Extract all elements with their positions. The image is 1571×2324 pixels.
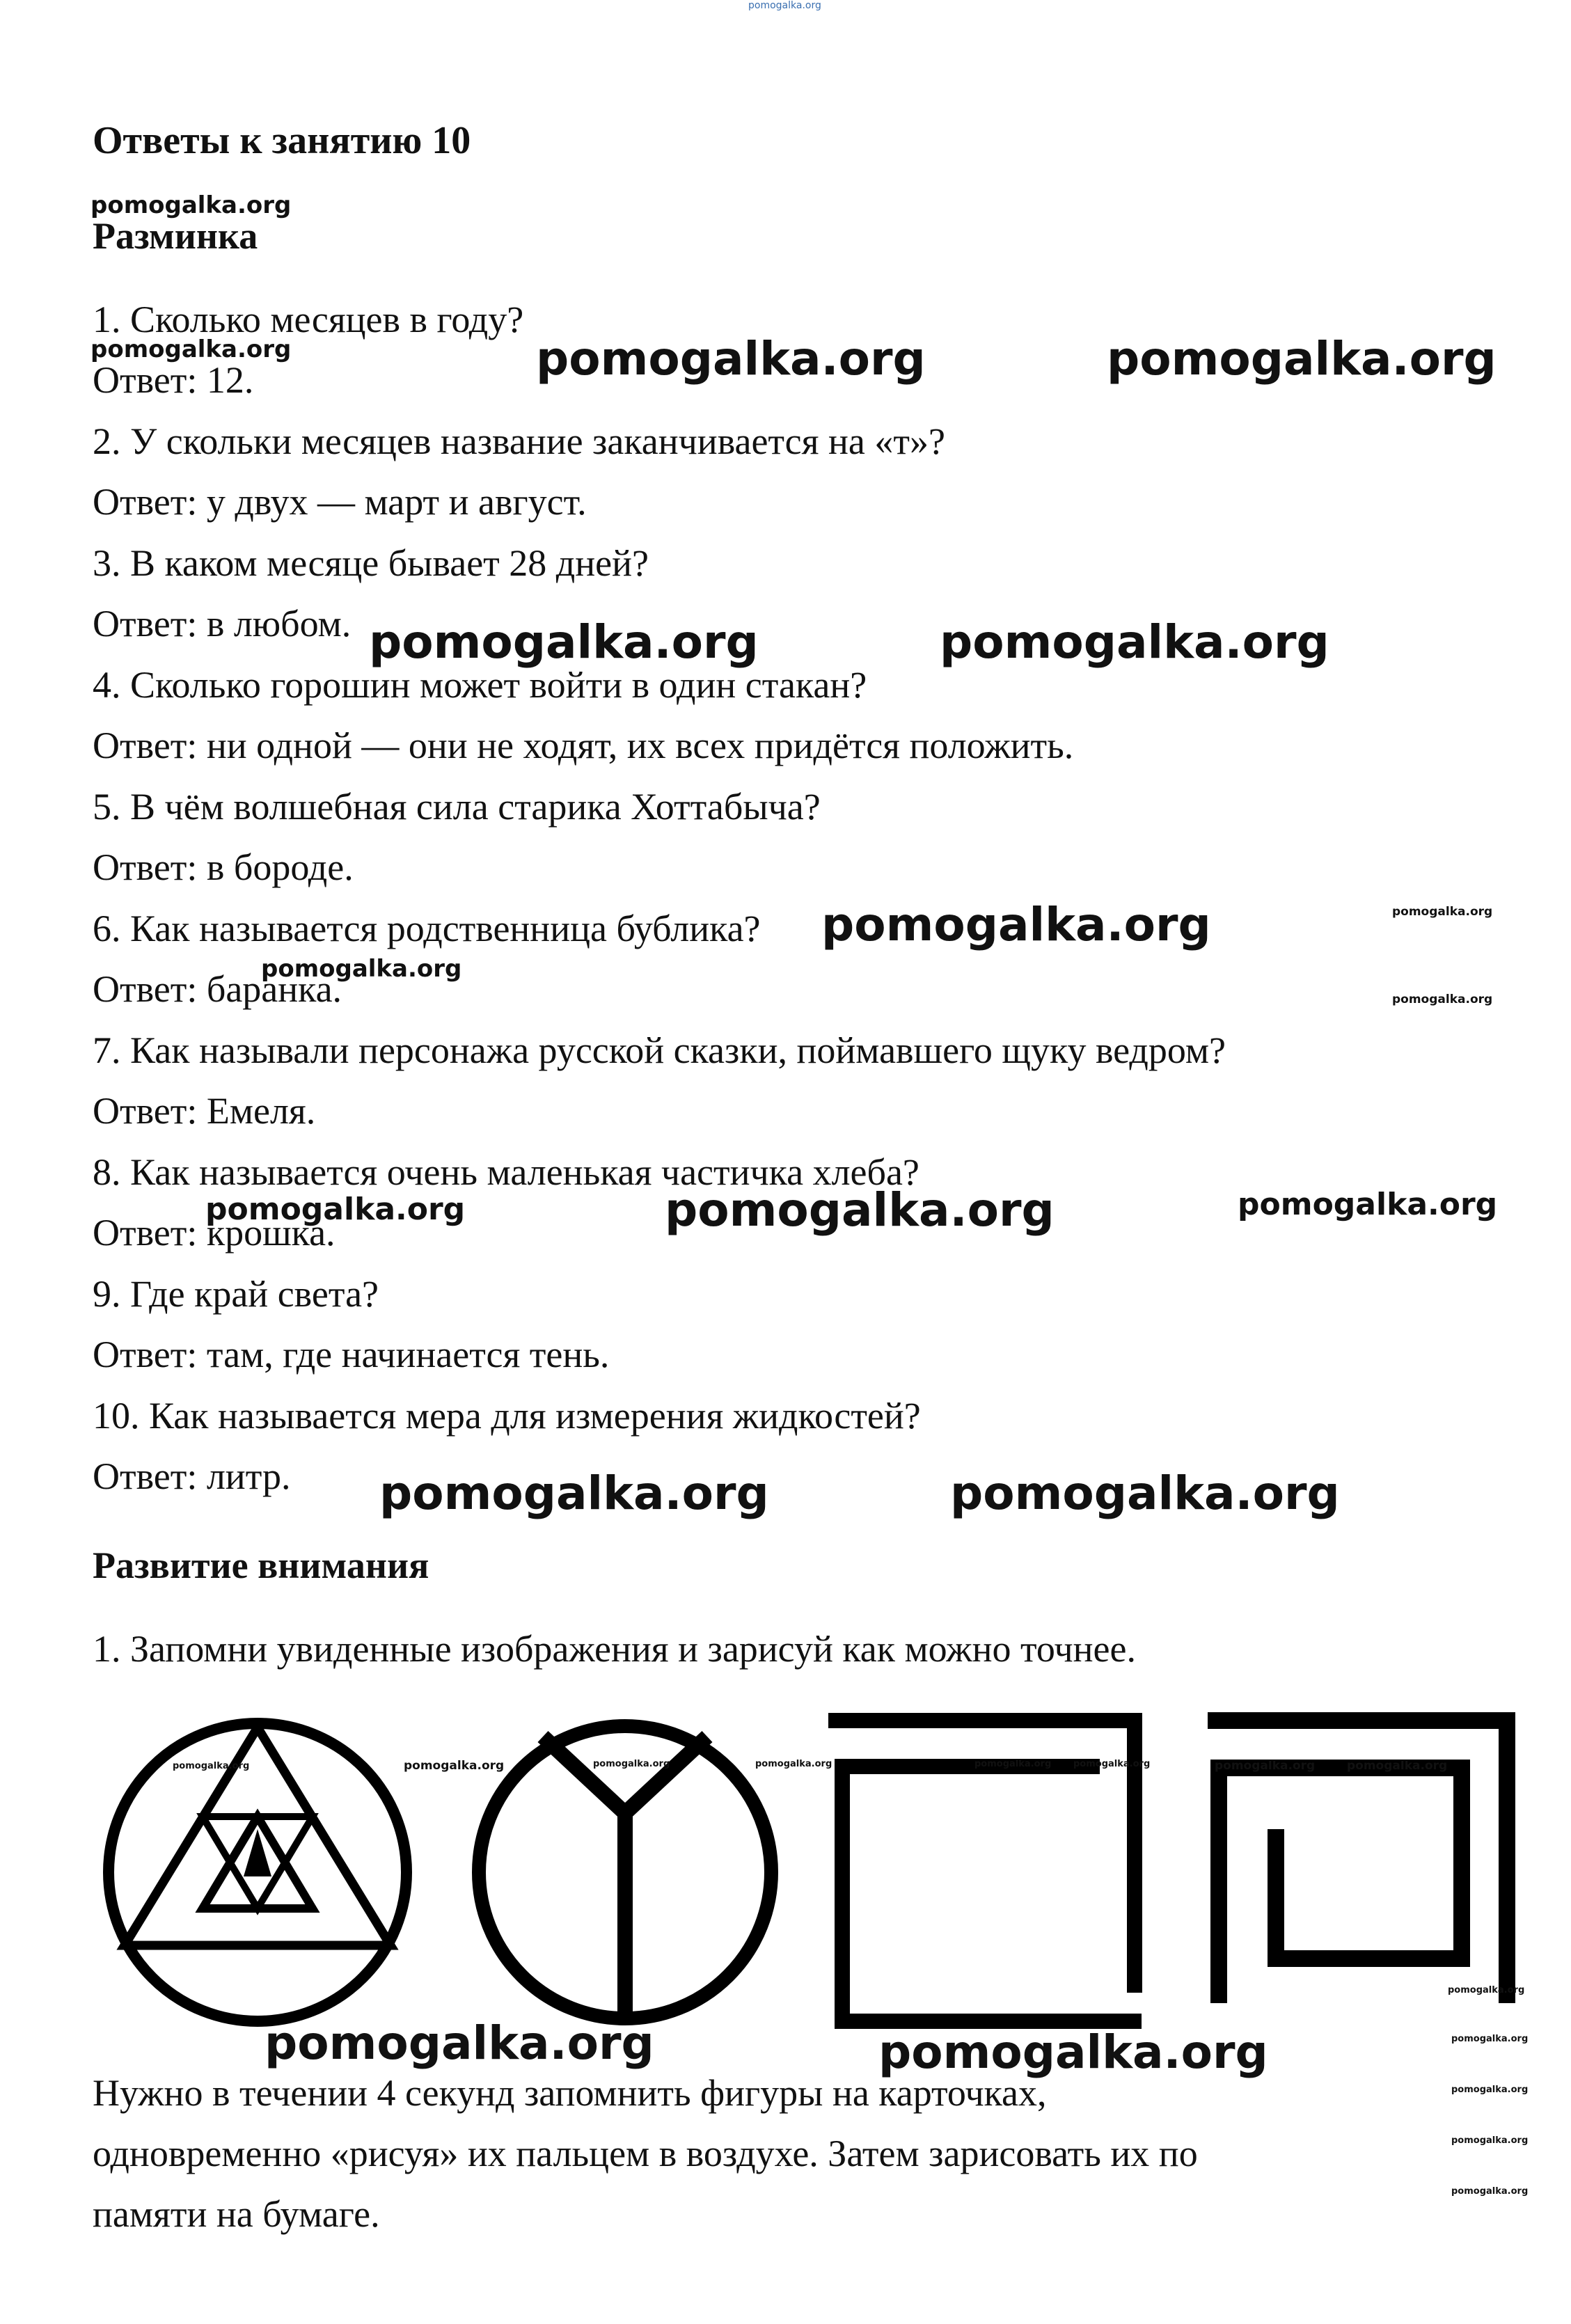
watermark: pomogalka.org [1392,993,1493,1006]
answer-8: Ответ: крошка. [93,1212,335,1254]
watermark: pomogalka.org [173,1761,250,1771]
watermark: pomogalka.org [1451,2085,1529,2095]
spiral-inner [1219,1768,1462,2003]
watermark: pomogalka.org [205,1192,466,1227]
watermark: pomogalka.org [755,1759,832,1769]
watermark: pomogalka.org [1451,2186,1529,2197]
watermark: pomogalka.org [593,1759,670,1769]
attention-heading: Развитие внимания [93,1544,429,1586]
attention-task: 1. Запомни увиденные изображения и зарисуй как можно точнее. [93,1628,1136,1670]
watermark: pomogalka.org [950,1467,1340,1520]
question-3: 3. В каком месяце бывает 28 дней? [93,542,649,584]
watermark: pomogalka.org [1448,1985,1525,1995]
answer-5: Ответ: в бороде. [93,846,354,888]
watermark: pomogalka.org [90,191,292,219]
watermark: pomogalka.org [1451,2034,1529,2044]
question-9: 9. Где край света? [93,1273,379,1315]
watermark: pomogalka.org [404,1759,505,1773]
answer-7: Ответ: Емеля. [93,1090,316,1132]
answer-2: Ответ: у двух — март и август. [93,481,587,523]
question-10: 10. Как называется мера для измерения жидкостей? [93,1395,921,1437]
watermark: pomogalka.org [265,2016,654,2070]
watermark: pomogalka.org [665,1183,1055,1237]
watermark: pomogalka.org [1347,1759,1448,1773]
answer-1: Ответ: 12. [93,359,254,401]
watermark: pomogalka.org [1107,332,1497,386]
attention-explanation-3: памяти на бумаге. [93,2193,380,2235]
watermark: pomogalka.org [878,2025,1268,2079]
watermark: pomogalka.org [1073,1759,1151,1769]
watermark: pomogalka.org [1392,905,1493,919]
answer-10: Ответ: литр. [93,1455,291,1497]
question-8: 8. Как называется очень маленькая частичка хлеба? [93,1151,919,1193]
page-title: Ответы к занятию 10 [93,119,471,162]
watermark: pomogalka.org [1238,1187,1498,1222]
question-4: 4. Сколько горошин может войти в один стакан? [93,664,867,706]
watermark: pomogalka.org [90,335,292,363]
y-left-arm [543,1737,625,1813]
watermark: pomogalka.org [379,1467,769,1520]
watermark: pomogalka.org [974,1759,1052,1769]
top-watermark: pomogalka.org [748,0,821,11]
question-6: 6. Как называется родственница бублика? [93,908,761,949]
warmup-heading: Разминка [93,215,258,257]
y-right-arm [625,1737,707,1813]
watermark: pomogalka.org [940,615,1329,669]
watermark: pomogalka.org [369,615,759,669]
figure-circle-triangles [97,1712,418,2032]
answer-3: Ответ: в любом. [93,603,352,645]
question-5: 5. В чём волшебная сила старика Хоттабыча? [93,786,821,828]
watermark: pomogalka.org [1215,1759,1316,1773]
answer-9: Ответ: там, где начинается тень. [93,1334,610,1375]
watermark: pomogalka.org [1451,2135,1529,2146]
question-2: 2. У скольки месяцев название заканчивается на «т»? [93,420,945,462]
answer-4: Ответ: ни одной — они не ходят, их всех придётся положить. [93,725,1074,766]
question-1: 1. Сколько месяцев в году? [93,299,524,340]
attention-explanation-2: одновременно «рисуя» их пальцем в воздухе. Затем зарисовать их по [93,2133,1198,2174]
attention-explanation-1: Нужно в течении 4 секунд запомнить фигуры на карточках, [93,2072,1047,2114]
inner-bracket [842,1766,1142,2021]
watermark: pomogalka.org [821,898,1211,951]
answer-6: Ответ: баранка. [93,968,342,1010]
watermark: pomogalka.org [536,332,926,386]
question-7: 7. Как называли персонажа русской сказки, поймавшего щуку ведром? [93,1029,1226,1071]
watermark: pomogalka.org [261,955,462,983]
